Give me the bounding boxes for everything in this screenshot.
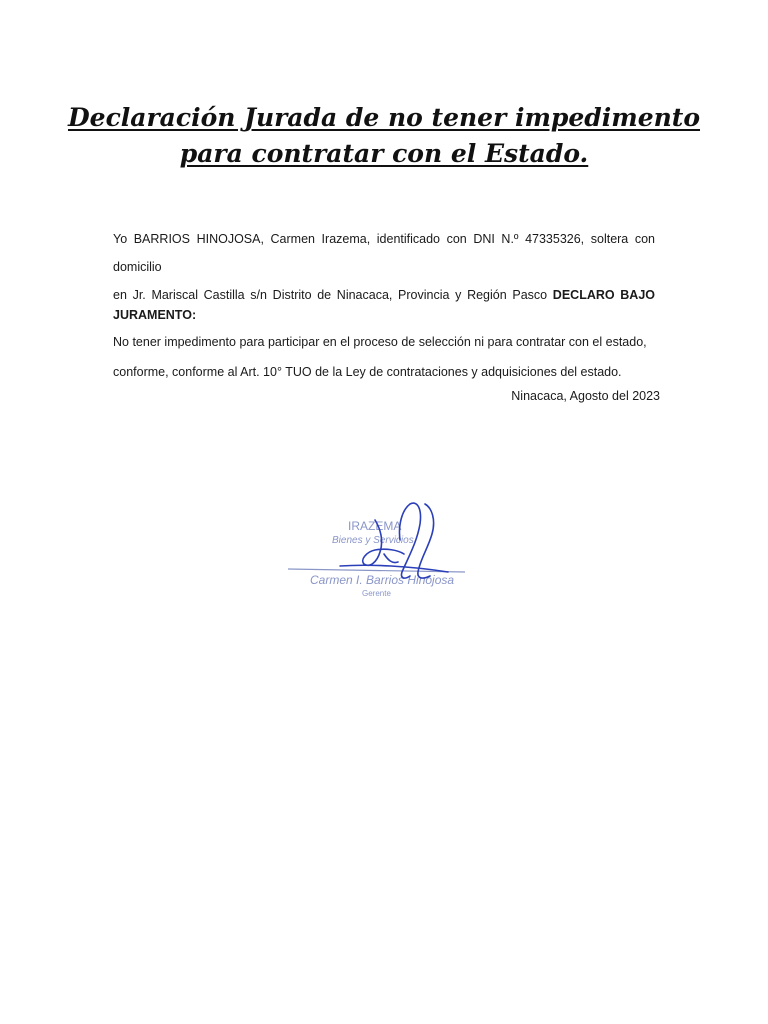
juramento-text: JURAMENTO:	[113, 308, 197, 322]
signature-stamp-image	[280, 480, 480, 605]
declaro-bajo-text: DECLARO BAJO	[552, 288, 656, 302]
statement-line-2: conforme, conforme al Art. 10° TUO de la Ley de contrataciones y adquisiciones del estado.	[113, 365, 622, 379]
signature-stroke-5	[384, 554, 398, 563]
stamp-role: Gerente	[362, 589, 391, 598]
place-date: Ninacaca, Agosto del 2023	[511, 389, 660, 403]
signature-stamp	[280, 480, 480, 605]
title-line-1: Declaración Jurada de no tener impedimento	[67, 103, 701, 132]
declarant-line-1: Yo BARRIOS HINOJOSA, Carmen Irazema, identificado con DNI N.º 47335326, soltera con domicilio	[113, 232, 655, 274]
stamp-subtitle: Bienes y Servicios	[332, 535, 414, 546]
document-title	[0, 100, 768, 172]
stamp-company: IRAZEMA	[348, 519, 402, 533]
stamp-name: Carmen I. Barrios Hinojosa	[310, 573, 455, 587]
statement-line-1: No tener impedimento para participar en el proceso de selección ni para contratar con el estado,	[113, 335, 647, 349]
statement-paragraph	[113, 327, 655, 387]
address-text: en Jr. Mariscal Castilla s/n Distrito de Ninacaca, Provincia y Región Pasco	[113, 288, 548, 302]
declarant-paragraph	[113, 225, 655, 325]
declaration-body	[113, 225, 655, 387]
title-line-2: para contratar con el Estado.	[179, 139, 589, 168]
